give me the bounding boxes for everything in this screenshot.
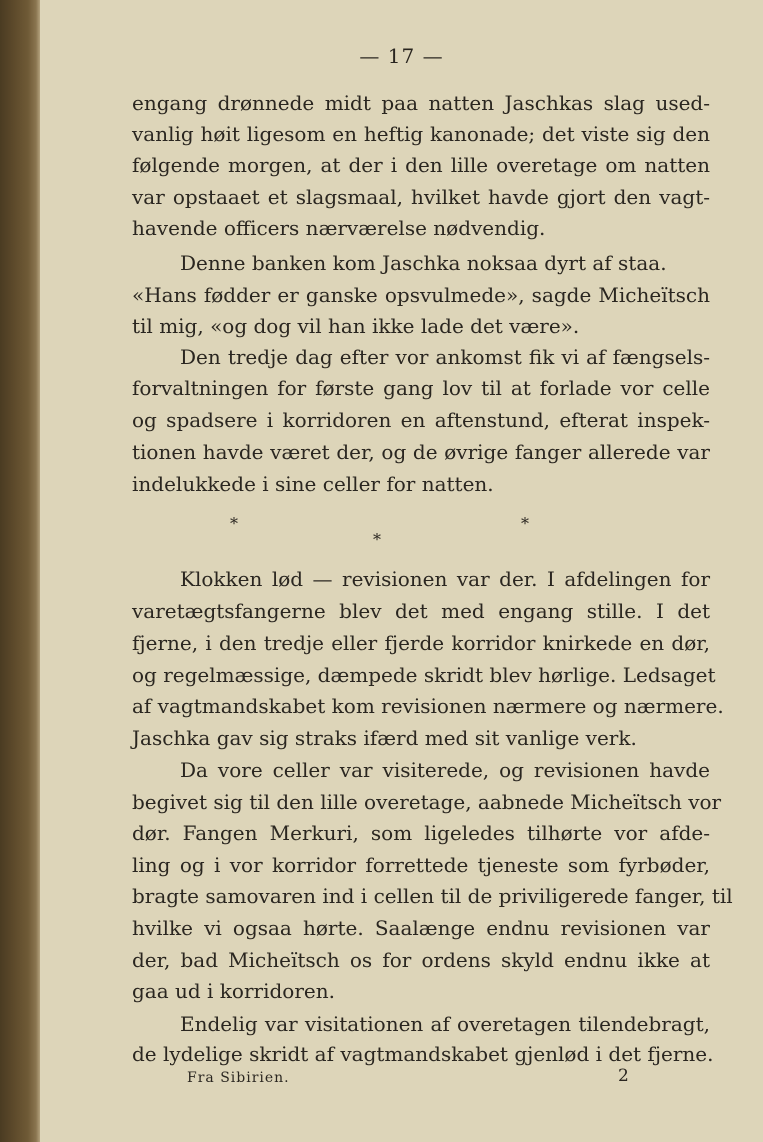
text-line: var opstaaet et slagsmaal, hvilket havde gjort den vagt- bbox=[132, 185, 710, 209]
text-line: dør. Fangen Merkuri, som ligeledes tilhørte vor afde- bbox=[132, 821, 710, 845]
text-line: Klokken lød — revisionen var der. I afdelingen for bbox=[180, 567, 710, 591]
text-line: engang drønnede midt paa natten Jaschkas slag used- bbox=[132, 91, 710, 115]
sheet-number: 2 bbox=[618, 1066, 629, 1086]
text-line: hvilke vi ogsaa hørte. Saalænge endnu revisionen var bbox=[132, 916, 710, 940]
signature-mark: Fra Sibirien. bbox=[187, 1070, 290, 1086]
text-line: gaa ud i korridoren. bbox=[132, 979, 335, 1003]
text-line: Denne banken kom Jaschka noksaa dyrt af staa. bbox=[180, 251, 667, 275]
section-break-star: * bbox=[521, 514, 529, 533]
text-line: og regelmæssige, dæmpede skridt blev hørlige. Ledsaget bbox=[132, 663, 716, 687]
text-line: ling og i vor korridor forrettede tjeneste som fyrbøder, bbox=[132, 853, 710, 877]
book-binding bbox=[0, 0, 40, 1142]
section-break-star: * bbox=[230, 514, 238, 533]
text-line: af vagtmandskabet kom revisionen nærmere og nærmere. bbox=[132, 694, 724, 718]
text-line: tionen havde været der, og de øvrige fanger allerede var bbox=[132, 440, 710, 464]
text-line: der, bad Micheïtsch os for ordens skyld endnu ikke at bbox=[132, 948, 710, 972]
text-line: Den tredje dag efter vor ankomst fik vi af fængsels- bbox=[180, 345, 710, 369]
text-line: Da vore celler var visiterede, og revisionen havde bbox=[180, 758, 710, 782]
text-line: indelukkede i sine celler for natten. bbox=[132, 472, 494, 496]
page-number-header: — 17 — bbox=[359, 44, 444, 68]
text-line: havende officers nærværelse nødvendig. bbox=[132, 216, 546, 240]
text-line: de lydelige skridt af vagtmandskabet gjenlød i det fjerne. bbox=[132, 1042, 714, 1066]
text-line: Endelig var visitationen af overetagen tilendebragt, bbox=[180, 1012, 710, 1036]
text-line: Jaschka gav sig straks ifærd med sit vanlige verk. bbox=[132, 726, 637, 750]
text-line: bragte samovaren ind i cellen til de priviligerede fanger, til bbox=[132, 884, 733, 908]
text-line: forvaltningen for første gang lov til at forlade vor celle bbox=[132, 376, 710, 400]
text-line: «Hans fødder er ganske opsvulmede», sagde Micheïtsch bbox=[132, 283, 710, 307]
text-line: varetægtsfangerne blev det med engang stille. I det bbox=[132, 599, 710, 623]
text-line: følgende morgen, at der i den lille overetage om natten bbox=[132, 153, 710, 177]
text-line: vanlig høit ligesom en heftig kanonade; det viste sig den bbox=[132, 122, 710, 146]
book-page bbox=[40, 0, 763, 1142]
text-line: til mig, «og dog vil han ikke lade det være». bbox=[132, 314, 580, 338]
section-break-star: * bbox=[373, 530, 381, 549]
text-line: begivet sig til den lille overetage, aabnede Micheïtsch vor bbox=[132, 790, 722, 814]
text-line: fjerne, i den tredje eller fjerde korridor knirkede en dør, bbox=[132, 631, 710, 655]
text-line: og spadsere i korridoren en aftenstund, efterat inspek- bbox=[132, 408, 710, 432]
